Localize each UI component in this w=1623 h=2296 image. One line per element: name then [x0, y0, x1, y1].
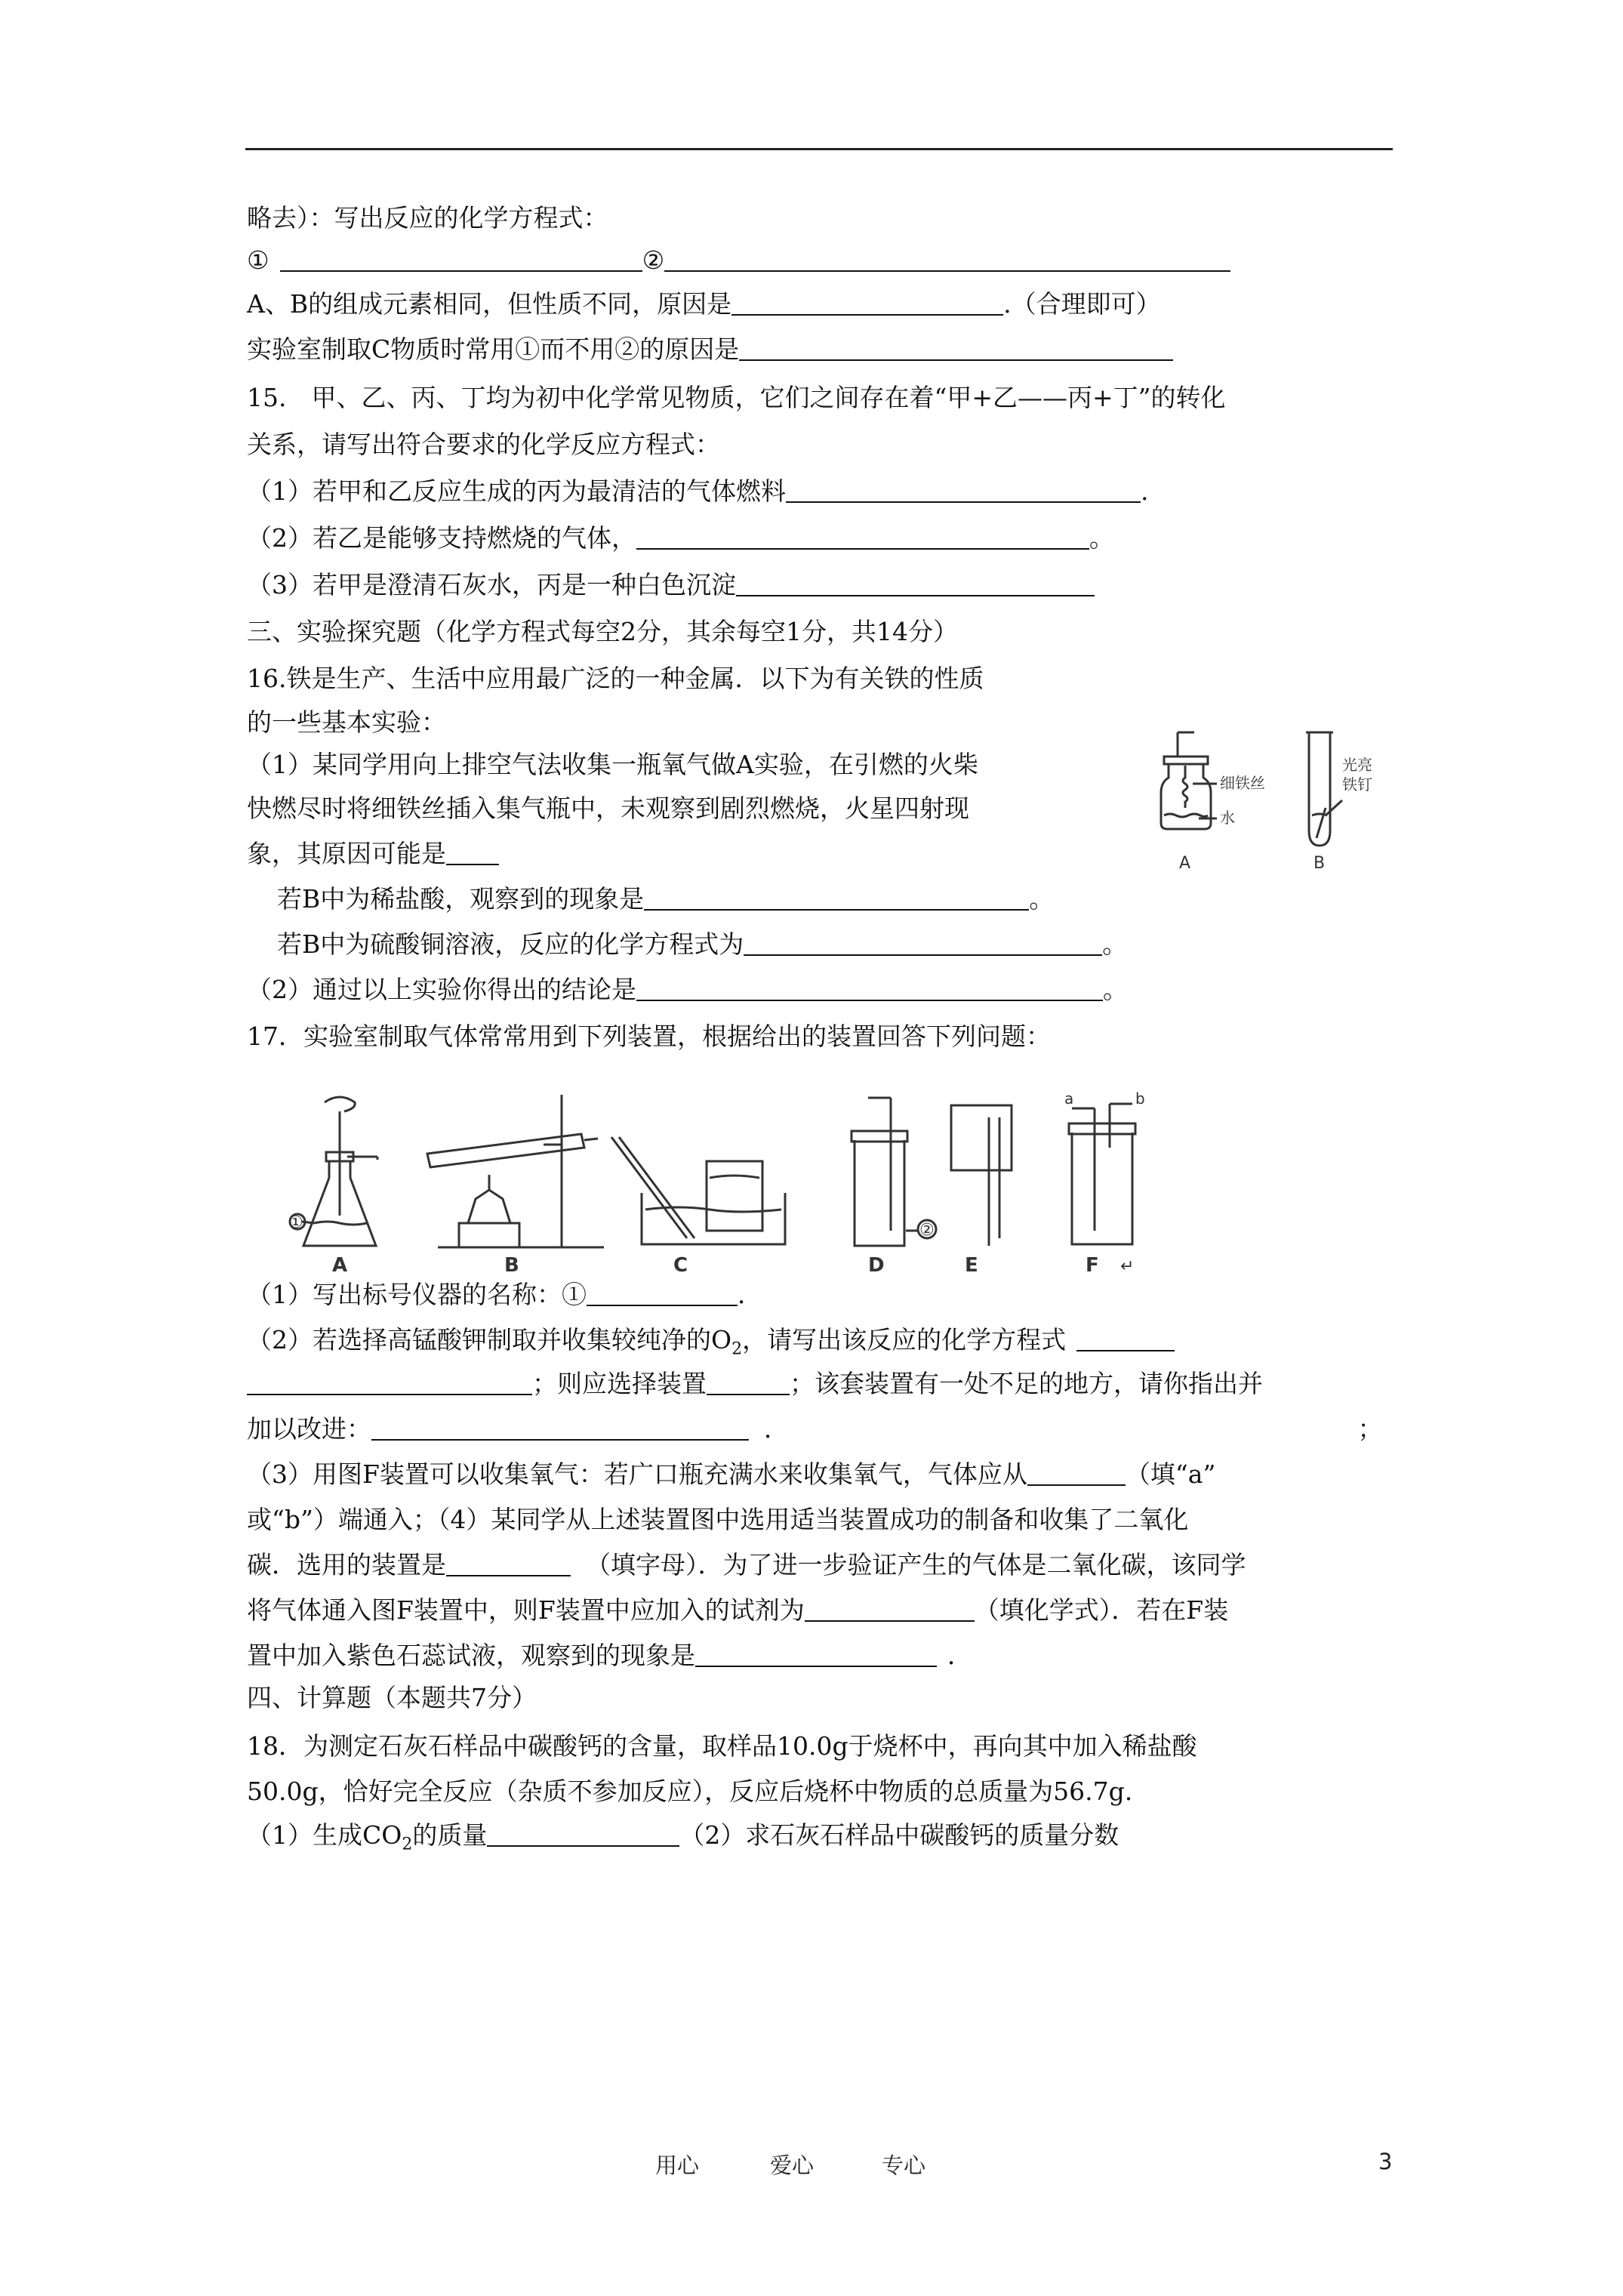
text-line: 将气体通入图F装置中，则F装置中应加入的试剂为 （填化学式）．若在F装 — [247, 1595, 1229, 1625]
answer-blank[interactable] — [636, 525, 1089, 550]
figure-label-d: D — [868, 1254, 885, 1276]
text-line: 50.0g，恰好完全反应（杂质不参加反应），反应后烧杯中物质的总质量为56.7g. — [247, 1777, 1133, 1806]
answer-blank[interactable] — [805, 1598, 975, 1622]
text-line: ；则应选择装置 ；该套装置有一处不足的地方，请你指出并 — [247, 1368, 1263, 1400]
text-line: （2）若选择高锰酸钾制取并收集较纯净的$O_2$，请写出该反应的化学方程式 — [247, 1324, 1175, 1366]
text-line: 略去）：写出反应的化学方程式： — [247, 203, 608, 233]
figure-label-b: B — [504, 1254, 519, 1276]
nail-label-1: 光亮 — [1342, 756, 1372, 774]
figure-label-f: F — [1086, 1254, 1099, 1276]
text-line: 碳．选用的装置是 （填字母）．为了进一步验证产生的气体是二氧化碳，该同学 — [247, 1550, 1246, 1579]
text-line: 若B中为稀盐酸，观察到的现象是 。 — [277, 884, 1055, 914]
return-arrow-icon: ↵ — [1120, 1257, 1135, 1276]
answer-blank[interactable] — [371, 1416, 749, 1441]
nail-label-2: 铁钉 — [1342, 775, 1372, 794]
port-a: a — [1064, 1089, 1074, 1108]
section-heading: 三、实验探究题（化学方程式每空2分，其余每空1分，共14分） — [247, 617, 958, 646]
question-18: 18．为测定石灰石样品中碳酸钙的含量，取样品10.0g于烧杯中，再向其中加入稀盐酸 — [247, 1731, 1197, 1761]
text-line: （2）通过以上实验你得出的结论是 。 — [247, 975, 1128, 1004]
iron-experiment-figure — [1147, 725, 1397, 876]
section-heading: 四、计算题（本题共7分） — [247, 1683, 537, 1712]
answer-blank[interactable] — [707, 1371, 790, 1395]
figure-label-e: E — [965, 1254, 978, 1276]
text-line: （1）生成$CO_2$的质量 （2）求石灰石样品中碳酸钙的质量分数 — [247, 1820, 1119, 1854]
footer-motto-2: 爱心 — [770, 2153, 815, 2178]
answer-blank[interactable] — [644, 886, 1029, 911]
header-rule — [245, 148, 1393, 150]
answer-blank[interactable] — [446, 841, 499, 865]
apparatus-c — [611, 1137, 785, 1244]
text-line: 若B中为硫酸铜溶液，反应的化学方程式为 。 — [277, 929, 1128, 959]
answer-blank[interactable] — [280, 248, 642, 272]
water-label: 水 — [1220, 809, 1235, 827]
question-17: 17．实验室制取气体常常用到下列装置，根据给出的装置回答下列问题： — [247, 1022, 1051, 1051]
answer-blank[interactable] — [487, 1823, 679, 1847]
footer-motto-3: 专心 — [882, 2153, 926, 2178]
text-line: （3）若甲是澄清石灰水，丙是一种白色沉淀 — [247, 569, 1095, 601]
answer-blank[interactable] — [736, 572, 1095, 596]
answer-blank[interactable] — [636, 977, 1103, 1001]
answer-blank[interactable] — [739, 337, 1173, 361]
test-tube-b — [1306, 732, 1342, 846]
text-line: 实验室制取C物质时常用①而不用②的原因是 — [247, 334, 1173, 365]
text-line: 或“b”）端通入；（4）某同学从上述装置图中选用适当装置成功的制备和收集了二氧化 — [247, 1505, 1189, 1534]
answer-blank[interactable] — [587, 1282, 738, 1306]
apparatus-f — [1069, 1104, 1135, 1244]
answer-blank[interactable] — [1076, 1327, 1175, 1351]
answer-blank[interactable] — [695, 1643, 937, 1667]
text-line: 置中加入紫色石蕊试液，观察到的现象是 ． — [247, 1641, 972, 1670]
answer-line: ① ② — [247, 245, 1230, 276]
apparatus-b — [427, 1095, 604, 1247]
answer-blank[interactable] — [731, 291, 1003, 316]
text-line: A、B的组成元素相同，但性质不同，原因是 .（合理即可） — [247, 289, 1161, 319]
figure-label-a: A — [332, 1254, 348, 1276]
figure-label-a: A — [1179, 854, 1191, 873]
text-line: 象，其原因可能是 — [247, 838, 499, 870]
apparatus-e — [951, 1105, 1012, 1246]
mark-2: ② — [919, 1221, 935, 1240]
answer-blank[interactable] — [744, 932, 1102, 956]
text-line: （3）用图F装置可以收集氧气：若广口瓶充满水来收集氧气，气体应从 （填“a” — [247, 1459, 1216, 1489]
text-line: 关系，请写出符合要求的化学反应方程式： — [247, 430, 720, 459]
question-15: 15. 甲、乙、丙、丁均为初中化学常见物质，它们之间存在着“甲+乙——丙+丁”的转化 — [247, 383, 1226, 412]
answer-blank[interactable] — [664, 248, 1230, 272]
gas-apparatus-figure — [287, 1087, 1193, 1276]
mark-1: ① — [288, 1213, 303, 1232]
text-line: （1）某同学用向上排空气法收集一瓶氧气做A实验，在引燃的火柴 — [247, 750, 978, 779]
answer-blank[interactable] — [786, 479, 1141, 503]
answer-blank[interactable] — [247, 1371, 532, 1395]
figure-label-b: B — [1313, 854, 1326, 873]
question-16: 16.铁是生产、生活中应用最广泛的一种金属．以下为有关铁的性质 — [247, 664, 984, 693]
figure-label-c: C — [673, 1254, 688, 1276]
text-line: 加以改进： ． ； — [247, 1414, 1383, 1444]
text-line: （1）若甲和乙反应生成的丙为最清洁的气体燃料 . — [247, 476, 1149, 506]
answer-blank[interactable] — [1027, 1462, 1126, 1486]
footer-motto-1: 用心 — [655, 2153, 700, 2178]
text-line: 快燃尽时将细铁丝插入集气瓶中，未观察到剧烈燃烧，火星四射现 — [247, 794, 969, 823]
text-line: （1）写出标号仪器的名称：① ． — [247, 1280, 762, 1309]
answer-blank[interactable] — [446, 1552, 571, 1576]
page-number: 3 — [1378, 2149, 1393, 2174]
text-line: （2）若乙是能够支持燃烧的气体， 。 — [247, 523, 1114, 553]
text-line: 的一些基本实验： — [247, 707, 446, 737]
port-b: b — [1135, 1089, 1145, 1108]
wire-label: 细铁丝 — [1220, 774, 1265, 792]
jar-a-apparatus — [1161, 732, 1217, 829]
